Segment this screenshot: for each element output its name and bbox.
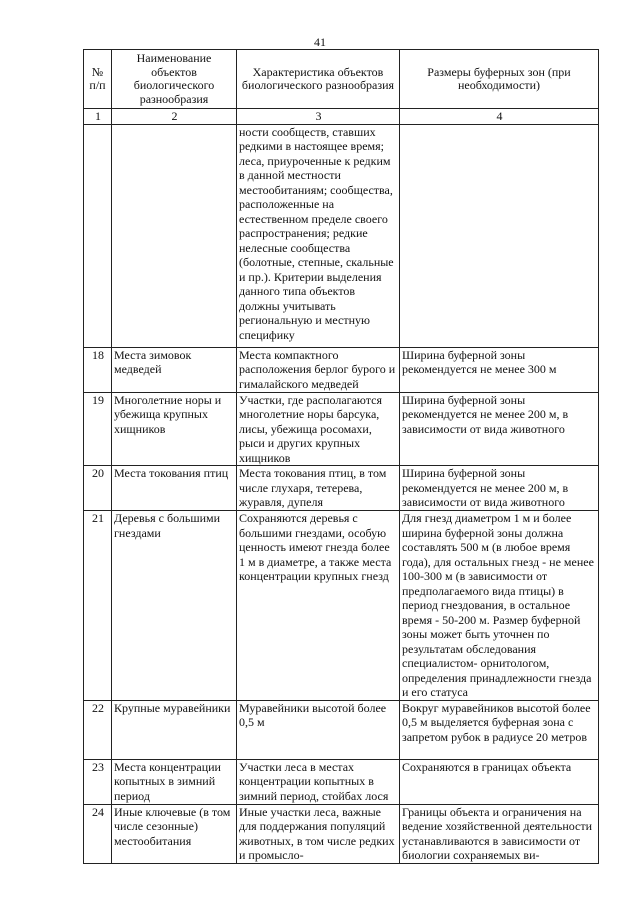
column-index: 1 — [84, 109, 112, 125]
column-index: 4 — [400, 109, 599, 125]
object-name: Деревья с большими гнездами — [112, 511, 237, 701]
column-index: 3 — [237, 109, 400, 125]
column-index-row — [84, 109, 599, 125]
table-row — [84, 759, 599, 804]
buffer-size: Для гнезд диаметром 1 м и более ширина буферной зоны должна составлять 500 м (в любое время года), для остальных гнезд - не менее 100-300 м (в зависимости от предполагаемого вида птицы) в период гнездования, в остальное время - 50-200 м. Размер буферной зоны может быть уточнен по результатам обследования специалистом- орнитологом, определения принадлежности гнезда и его статуса — [400, 511, 599, 701]
header-characteristic: Характеристика объектов биологического разнообразия — [237, 50, 400, 109]
buffer-zones-table — [83, 49, 599, 864]
page-number: 41 — [314, 35, 326, 49]
row-number: 24 — [84, 804, 112, 863]
header-buffer-size: Размеры буферных зон (при необходимости) — [400, 50, 599, 109]
header-number: № п/п — [84, 50, 112, 109]
table-row — [84, 392, 599, 466]
row-number — [84, 124, 112, 347]
header-object-name: Наименование объектов биологического разнообразия — [112, 50, 237, 109]
object-characteristic: Места токования птиц, в том числе глухаря, тетерева, журавля, дупеля — [237, 466, 400, 511]
row-number: 23 — [84, 759, 112, 804]
object-name: Иные ключевые (в том числе сезонные) местообитания — [112, 804, 237, 863]
object-characteristic: Иные участки леса, важные для поддержания популяций животных, в том числе редких и промысло- — [237, 804, 400, 863]
table-row — [84, 700, 599, 759]
object-characteristic: Участки леса в местах концентрации копытных в зимний период, стойбах лося — [237, 759, 400, 804]
buffer-size: Вокруг муравейников высотой более 0,5 м выделяется буферная зона с запретом рубок в радиусе 20 метров — [400, 700, 599, 759]
row-number: 21 — [84, 511, 112, 701]
object-name: Места токования птиц — [112, 466, 237, 511]
table-header-row — [84, 50, 599, 109]
table-row — [84, 347, 599, 392]
buffer-size — [400, 124, 599, 347]
object-characteristic: Сохраняются деревья с большими гнездами, особую ценность имеют гнезда более 1 м в диаметре, а также места концентрации крупных гнезд — [237, 511, 400, 701]
row-number: 19 — [84, 392, 112, 466]
object-name: Места зимовок медведей — [112, 347, 237, 392]
object-characteristic: Участки, где располагаются многолетние норы барсука, лисы, убежища росомахи, рыси и других крупных хищников — [237, 392, 400, 466]
row-number: 20 — [84, 466, 112, 511]
row-number: 22 — [84, 700, 112, 759]
object-characteristic: ности сообществ, ставших редкими в настоящее время; леса, приуроченные к редким в данной местности местообитаниям; сообщества, расположенные на естественном пределе своего распространения; редкие нелесные сообщества (болотные, степные, скальные и пр.). Критерии выделения данного типа объектов должны учитывать региональную и местную специфику — [237, 124, 400, 347]
buffer-size: Сохраняются в границах объекта — [400, 759, 599, 804]
buffer-size: Ширина буферной зоны рекомендуется не менее 300 м — [400, 347, 599, 392]
table-row — [84, 804, 599, 863]
object-characteristic: Муравейники высотой более 0,5 м — [237, 700, 400, 759]
buffer-size: Ширина буферной зоны рекомендуется не менее 200 м, в зависимости от вида животного — [400, 392, 599, 466]
buffer-size: Ширина буферной зоны рекомендуется не менее 200 м, в зависимости от вида животного — [400, 466, 599, 511]
object-characteristic: Места компактного расположения берлог бурого и гималайского медведей — [237, 347, 400, 392]
row-number: 18 — [84, 347, 112, 392]
object-name — [112, 124, 237, 347]
buffer-size: Границы объекта и ограничения на ведение хозяйственной деятельности устанавливаются в зависимости от биологии сохраняемых ви- — [400, 804, 599, 863]
object-name: Крупные муравейники — [112, 700, 237, 759]
column-index: 2 — [112, 109, 237, 125]
table-row — [84, 466, 599, 511]
table-row — [84, 124, 599, 347]
table-row — [84, 511, 599, 701]
object-name: Места концентрации копытных в зимний период — [112, 759, 237, 804]
object-name: Многолетние норы и убежища крупных хищников — [112, 392, 237, 466]
